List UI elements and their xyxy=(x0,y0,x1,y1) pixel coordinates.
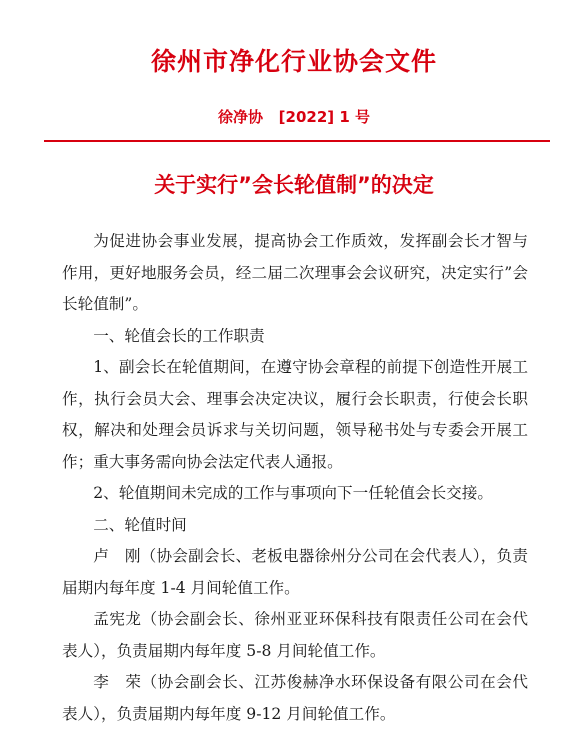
document-title: 关于实行”会长轮值制”的决定 xyxy=(154,173,434,197)
header-divider xyxy=(44,140,550,142)
paragraph-duty-1: 1、副会长在轮值期间，在遵守协会章程的前提下创造性开展工作，执行会员大会、理事会决定决议，履行会长职责，行使会长职权，解决和处理会员诉求与关切问题，领导秘书处与专委会开展工作；重大事务需向协会法定代表人通报。 xyxy=(62,358,528,471)
document-number: 徐净协 [2022] 1 号 xyxy=(217,108,370,126)
paragraph-intro: 为促进协会事业发展，提高协会工作质效，发挥副会长才智与作用，更好地服务会员，经二届二次理事会会议研究，决定实行”会长轮值制”。 xyxy=(62,232,528,313)
paragraph-duty-2: 2、轮值期间未完成的工作与事项向下一任轮值会长交接。 xyxy=(93,484,493,502)
org-header-title: 徐州市净化行业协会文件 xyxy=(150,47,437,76)
paragraph-rotation-3: 李 荣（协会副会长、江苏俊赫净水环保设备有限公司在会代表人），负责届期内每年度 9-12 月间轮值工作。 xyxy=(62,673,528,723)
paragraph-rotation-1: 卢 刚（协会副会长、老板电器徐州分公司在会代表人），负责届期内每年度 1-4 月间轮值工作。 xyxy=(62,547,528,597)
paragraph-rotation-2: 孟宪龙（协会副会长、徐州亚亚环保科技有限责任公司在会代表人），负责届期内每年度 5-8 月间轮值工作。 xyxy=(62,610,528,660)
document-body xyxy=(62,226,528,730)
section-heading-duties: 一、轮值会长的工作职责 xyxy=(93,326,265,345)
section-heading-schedule: 二、轮值时间 xyxy=(93,515,187,534)
